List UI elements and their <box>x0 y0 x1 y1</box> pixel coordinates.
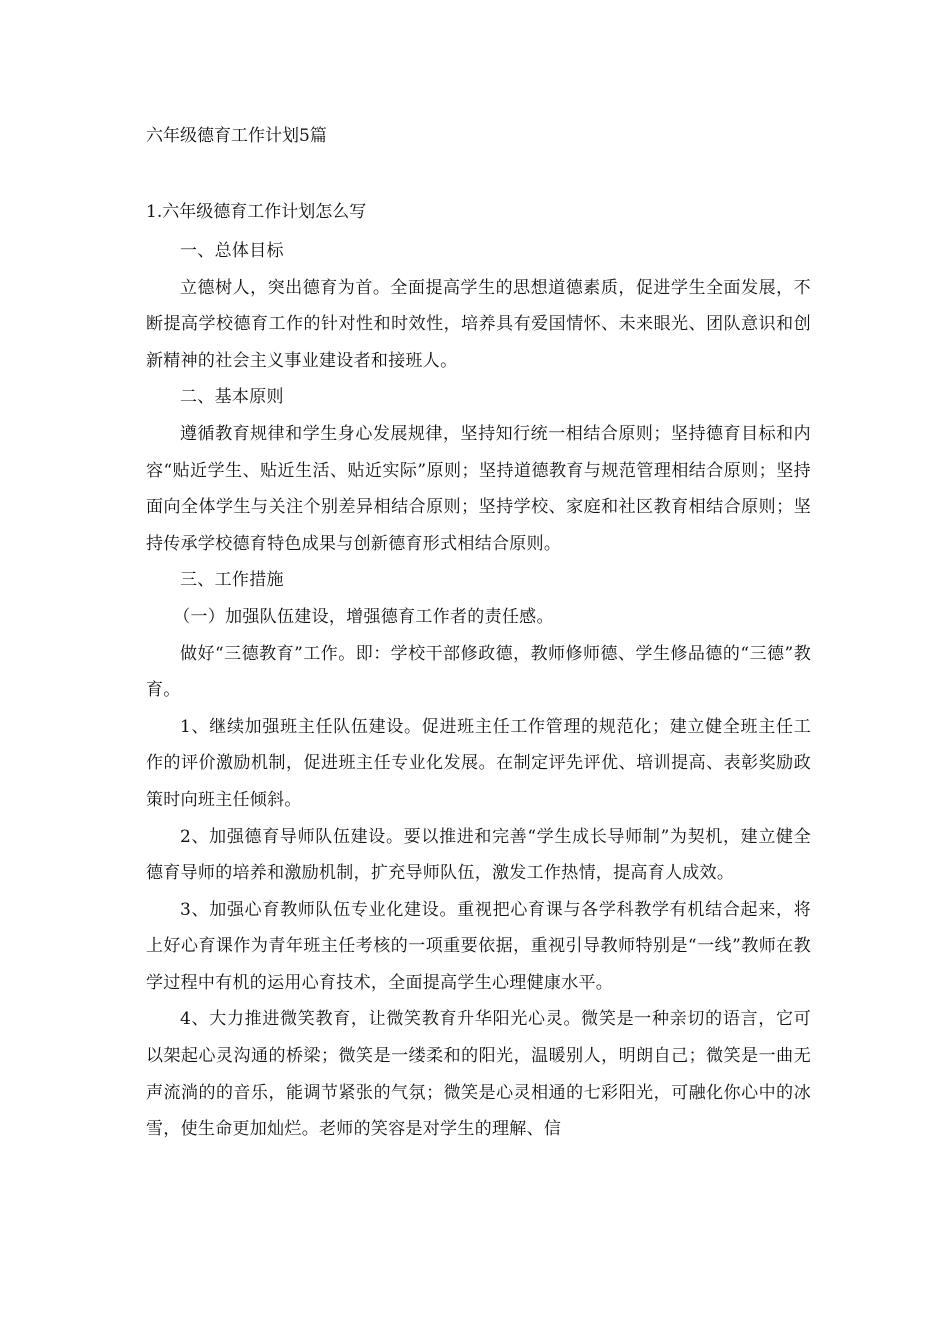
section-heading: 1.六年级德育工作计划怎么写 <box>146 202 367 222</box>
document-title: 六年级德育工作计划5篇 <box>146 126 327 146</box>
paragraph-item-2: 2、加强德育导师队伍建设。要以推进和完善“学生成长导师制”为契机，建立健全德育导师的培养和激励机制，扩充导师队伍，激发工作热情，提高育人成效。 <box>146 826 811 884</box>
heading-basic-principles: 二、基本原则 <box>180 387 284 408</box>
paragraph-item-4: 4、大力推进微笑教育，让微笑教育升华阳光心灵。微笑是一种亲切的语言，它可以架起心灵沟通的桥梁；微笑是一缕柔和的阳光，温暖别人，明朗自己；微笑是一曲无声流淌的的音乐，能调节紧张的气氛；微笑是心灵相通的七彩阳光，可融化你心中的冰雪，使生命更加灿烂。老师的笑容是对学生的理解、信 <box>146 1009 811 1140</box>
paragraph-item-3: 3、加强心育教师队伍专业化建设。重视把心育课与各学科教学有机结合起来，将上好心育课作为青年班主任考核的一项重要依据，重视引导教师特别是“一线”教师在教学过程中有机的运用心育技术，全面提高学生心理健康水平。 <box>146 899 811 993</box>
heading-overall-goal: 一、总体目标 <box>180 241 284 261</box>
paragraph-item-1: 1、继续加强班主任队伍建设。促进班主任工作管理的规范化；建立健全班主任工作的评价激励机制，促进班主任专业化发展。在制定评先评优、培训提高、表彰奖励政策时向班主任倾斜。 <box>146 716 811 810</box>
paragraph-three-virtues: 做好“三德教育”工作。即：学校干部修政德，教师修师德、学生修品德的“三德”教育。 <box>146 643 811 701</box>
paragraph-overall-goal: 立德树人，突出德育为首。全面提高学生的思想道德素质，促进学生全面发展，不断提高学校德育工作的针对性和时效性，培养具有爱国情怀、未来眼光、团队意识和创新精神的社会主义事业建设者和接班人。 <box>146 277 811 371</box>
subheading-team-building: （一）加强队伍建设，增强德育工作者的责任感。 <box>173 606 554 627</box>
paragraph-basic-principles: 遵循教育规律和学生身心发展规律，坚持知行统一相结合原则；坚持德育目标和内容“贴近学生、贴近生活、贴近实际”原则；坚持道德教育与规范管理相结合原则；坚持面向全体学生与关注个别差异相结合原则；坚持学校、家庭和社区教育相结合原则；坚持传承学校德育特色成果与创新德育形式相结合原则。 <box>146 423 811 554</box>
heading-work-measures: 三、工作措施 <box>180 570 284 591</box>
document-body <box>146 233 811 1148</box>
